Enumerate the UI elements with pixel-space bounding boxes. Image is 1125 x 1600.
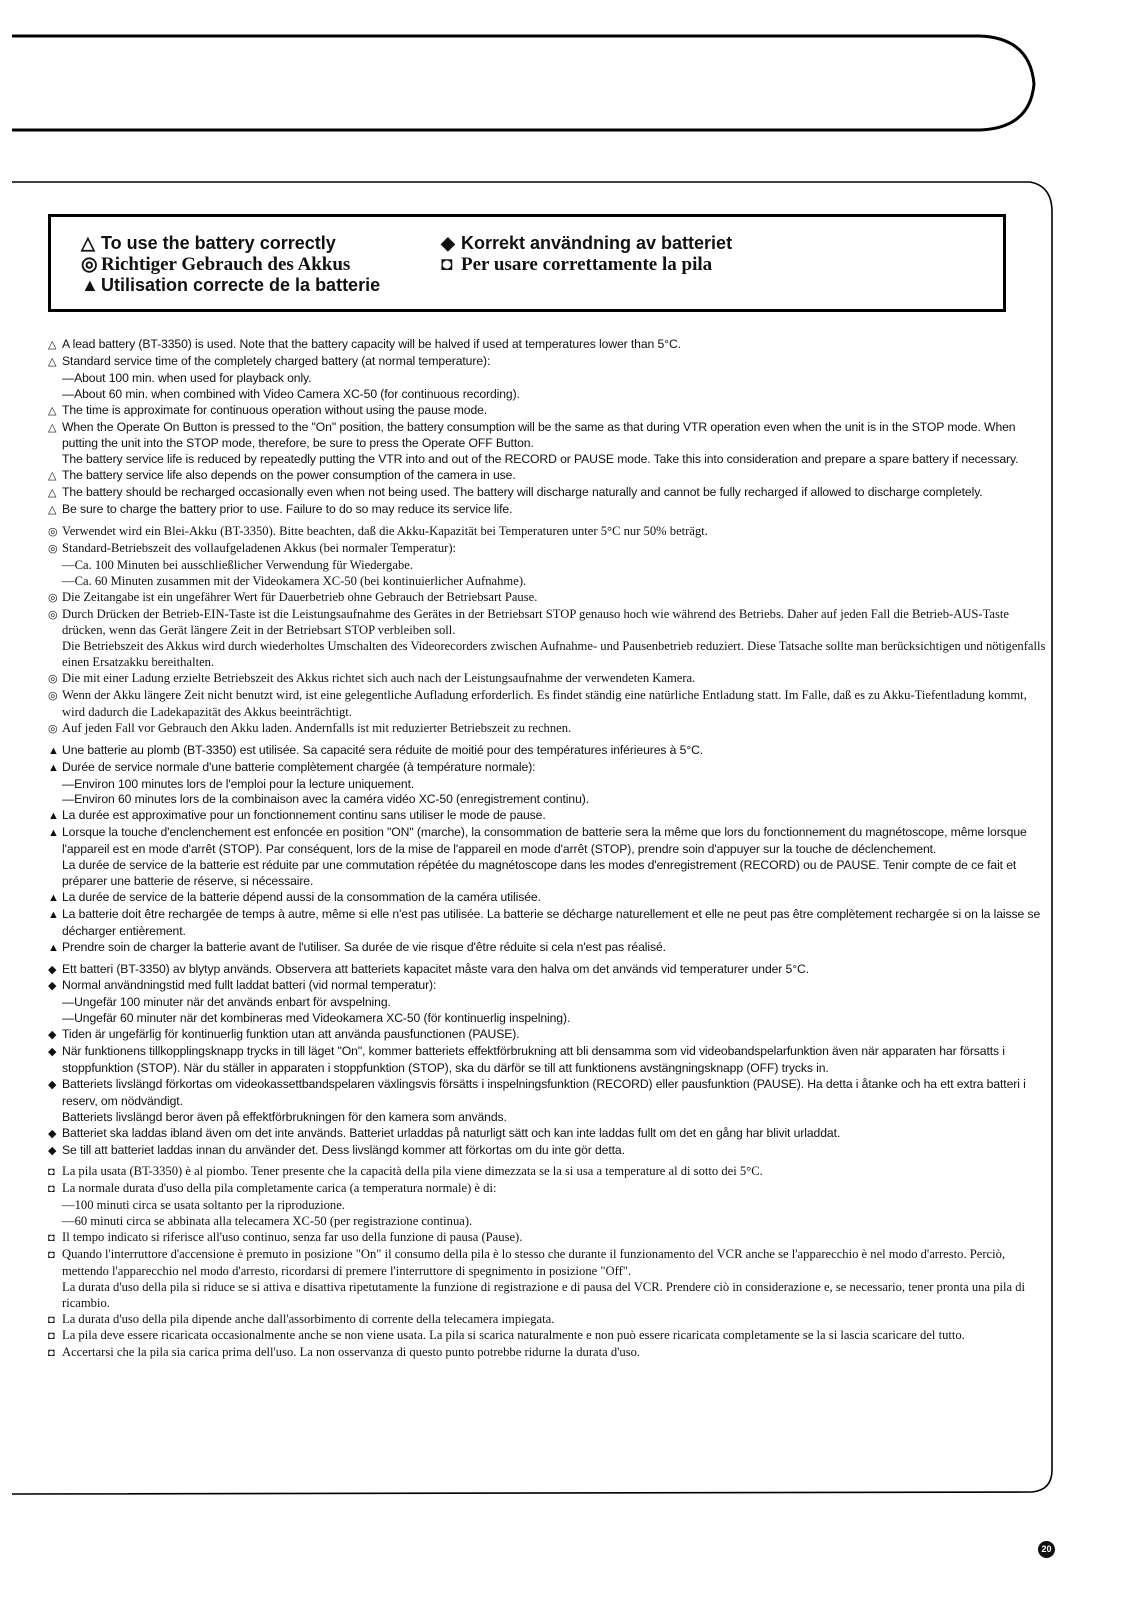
list-item [48,1027,1048,1044]
list-item [48,1328,1048,1345]
item-continuation: Die Betriebszeit des Akkus wird durch wiederholtes Umschalten des Videorecorders zwischen Aufnahme- und Pausenbetrieb reduziert. Diese Tatsache sollte man berücksichtigen und nötigenfalls einen Ersatzakku bereithalten. [62,639,1046,670]
sub-item: —60 minuti circa se abbinata alla telecamera XC-50 (per registrazione continua). [62,1214,473,1229]
sub-item: —Environ 100 minutes lors de l'emploi pour la lecture uniquement. [62,776,415,791]
bullet-icon: △ [48,339,57,351]
title-symbol-icon: ◎ [81,254,98,275]
page-number: 20 [1038,1541,1055,1558]
item-text: La durée de service de la batterie dépend aussi de la consommation de la caméra utilisée. [62,889,541,904]
bullet-icon: ◘ [48,1347,55,1360]
title-column-right [441,233,732,275]
item-text: Se till att batteriet laddas innan du använder det. Dess livslängd kommer att förkortas om du inte gör detta. [62,1142,625,1157]
section-en [48,337,1048,519]
section-it [48,1164,1048,1362]
list-item [48,907,1048,940]
item-text: Lorsque la touche d'enclenchement est enfoncée en position "ON" (marche), la consommation de batterie sera la même que lors du fonctionnement du magnétoscope, même lorsque l'appareil est en mode d'arrêt (STOP). Par conséquent, lors de la mise de l'appareil en mode d'arrêt (STOP), prendre soin d'appuyer sur la touche de déclenchement. [62,825,1027,857]
item-text: Ett batteri (BT-3350) av blytyp används. Observera att batteriets kapacitet måste vara den halva om det används vid temperaturer under 5°C. [62,961,809,976]
bullet-icon: △ [48,504,57,517]
top-banner-outline [12,36,1034,130]
title-line [81,254,380,275]
list-item [48,978,1048,995]
bullet-icon: △ [48,404,57,417]
list-item [48,1312,1048,1329]
sub-item: —Ungefär 100 minuter när det används enbart för avspelning. [62,995,391,1010]
item-text: The battery service life also depends on the power consumption of the camera in use. [62,468,516,483]
bullet-icon: ▲ [48,810,59,823]
item-continuation: La durata d'uso della pila si riduce se si attiva e disattiva ripetutamente la funzione di registrazione e di pausa del VCR. Prendere ciò in considerazione e, se necessario, tener pronta una pila di ricambio. [62,1279,1026,1310]
item-text: Standard-Betriebszeit des vollaufgeladenen Akkus (bei normaler Temperatur): [62,540,457,555]
title-line [441,233,732,254]
bullet-icon: ▲ [48,908,59,921]
item-text: The time is approximate for continuous operation without using the pause mode. [62,402,488,417]
list-item [48,502,1048,519]
bullet-icon: ◆ [48,1144,57,1157]
list-item [48,337,1048,354]
title-symbol-icon: ▲ [81,275,99,295]
sub-item: —About 100 min. when used for playback only. [62,370,312,385]
list-item [48,1126,1048,1143]
title-text: To use the battery correctly [101,233,336,253]
list-item [48,541,1048,558]
list-item [48,524,1048,541]
list-item [48,590,1048,607]
bullet-icon: △ [48,355,57,368]
bullet-icon: △ [48,487,57,500]
bullet-icon: △ [48,470,57,483]
section-de [48,524,1048,738]
list-item [48,354,1048,371]
item-text: Be sure to charge the battery prior to use. Failure to do so may reduce its service life. [62,502,513,517]
section-fr [48,743,1048,957]
item-text: Une batterie au plomb (BT-3350) est utilisée. Sa capacité sera réduite de moitié pour des températures inférieures à 5°C. [62,742,704,757]
bullet-icon: ◎ [48,591,58,604]
list-item [48,1345,1048,1362]
item-text: Prendre soin de charger la batterie avant de l'utiliser. Sa durée de vie risque d'être réduite si cela n'est pas réalisé. [62,939,666,954]
item-text: Accertarsi che la pila sia carica prima dell'uso. La non osservanza di questo punto potrebbe ridurne la durata d'uso. [62,1345,641,1360]
title-text: Per usare correttamente la pila [461,254,713,275]
title-box [48,214,1006,312]
item-text: La normale durata d'uso della pila completamente carica (a temperatura normale) è di: [62,1181,497,1196]
list-item [48,1230,1048,1247]
list-item [48,721,1048,738]
list-item [48,1044,1048,1077]
item-text: Wenn der Akku längere Zeit nicht benutzt wird, ist eine gelegentliche Aufladung erforderlich. Es findet ständig eine natürliche Entladung statt. Im Falle, daß es zu Akku-Tiefentladung kommt, wird dadurch die Ladekapazität des Akkus beeinträchtigt. [62,688,1027,719]
item-text: Die Zeitangabe ist ein ungefährer Wert für Dauerbetrieb ohne Gebrauch der Betriebsart Pause. [62,589,538,604]
bullet-icon: ◎ [48,722,58,735]
item-text: La pila usata (BT-3350) è al piombo. Tener presente che la capacità della pila viene dimezzata se la si usa a temperature al di sotto dei 5°C. [62,1164,763,1179]
sub-item: —Ca. 100 Minuten bei ausschließlicher Verwendung für Wiedergabe. [62,557,413,572]
title-symbol-icon: ◆ [441,233,455,253]
item-text: Verwendet wird ein Blei-Akku (BT-3350). Bitte beachten, daß die Akku-Kapazität bei Temperaturen unter 5°C nur 50% beträgt. [62,523,708,538]
item-continuation: La durée de service de la batterie est réduite par une commutation répétée du magnétoscope dans les modes d'enregistrement (RECORD) ou de PAUSE. Tenir compte de ce fait et préparer une batterie de réserve, si nécessaire. [62,858,1017,888]
bullet-icon: ◆ [48,1127,57,1140]
bullet-icon: ◎ [48,673,58,686]
instructions-body [48,337,1048,1367]
item-text: La pila deve essere ricaricata occasionalmente anche se non viene usata. La pila si scarica naturalmente e non può essere ricaricata completamente se la si lascia scaricare del tutto. [62,1328,965,1343]
bullet-icon: ◎ [48,608,58,621]
bullet-icon: ◆ [48,980,57,993]
sub-item: —Ca. 60 Minuten zusammen mit der Videokamera XC-50 (bei kontinuierlicher Aufnahme). [62,573,527,588]
bullet-icon: ◆ [48,1078,57,1091]
item-text: La durée est approximative pour un fonctionnement continu sans utiliser le mode de pause. [62,808,546,823]
item-text: Quando l'interruttore d'accensione è premuto in posizione "On" il consumo della pila è lo stesso che durante il funzionamento del VCR anche se l'apparecchio è nel modo d'arresto. Perciò, mettendo l'apparecchio nel modo d'arresto, ricordarsi di premere l'interruttore di spegnimento in posizione "Off". [62,1246,1006,1278]
bullet-icon: ▲ [48,891,59,904]
bullet-icon: ◘ [48,1166,55,1179]
list-item [48,760,1048,777]
item-text: La durata d'uso della pila dipende anche dall'assorbimento di corrente della telecamera impiegata. [62,1311,555,1326]
item-text: Durée de service normale d'une batterie complètement chargée (à température normale): [62,759,536,774]
list-item [48,890,1048,907]
bullet-icon: ▲ [48,941,59,954]
bullet-icon: ◘ [48,1313,55,1326]
list-item [48,825,1048,858]
list-item [48,403,1048,420]
title-line [81,233,380,254]
bullet-icon: △ [48,421,57,434]
title-line [441,254,732,275]
list-item [48,1143,1048,1160]
list-item [48,420,1048,453]
item-text: Auf jeden Fall vor Gebrauch den Akku laden. Andernfalls ist mit reduzierter Betriebszeit zu rechnen. [62,720,572,735]
item-text: Durch Drücken der Betrieb-EIN-Taste ist die Leistungsaufnahme des Gerätes in der Betriebsart STOP genauso hoch wie während des Betriebs. Daher auf jeden Fall die Betrieb-AUS-Taste drücken, wenn das Gerät längere Zeit in der Betriebsart STOP verbleiben soll. [62,606,1010,638]
bullet-icon: ◆ [48,963,57,976]
title-symbol-icon: △ [81,233,95,253]
sub-item: —100 minuti circa se usata soltanto per la riproduzione. [62,1198,345,1213]
item-text: När funktionens tillkopplingsknapp trycks in till läget "On", kommer batteriets effektförbrukning att bli densamma som vid videobandspelarfunktion även när apparaten har försatts i stoppfunktion (STOP). När du ställer in apparaten i stoppfunktion (STOP), ska du därför se till att funktionens avstängningsknapp (OFF) trycks in. [62,1044,1005,1075]
list-item [48,607,1048,640]
list-item [48,468,1048,485]
item-text: Normal användningstid med fullt laddat batteri (vid normal temperatur): [62,978,437,993]
bullet-icon: ◆ [48,1029,57,1042]
title-line [81,275,380,296]
bullet-icon: ▲ [48,761,59,774]
list-item [48,671,1048,688]
title-column-left [81,233,380,296]
item-text: When the Operate On Button is pressed to the "On" position, the battery consumption will be the same as that during VTR operation even when the unit is in the STOP mode. When putting the unit into the STOP mode, therefore, be sure to press the Operate OFF Button. [62,419,1016,451]
list-item [48,808,1048,825]
item-text: A lead battery (BT-3350) is used. Note that the battery capacity will be halved if used at temperatures lower than 5°C. [62,337,681,351]
bullet-icon: ◎ [48,690,58,703]
item-text: Il tempo indicato si riferisce all'uso continuo, senza far uso della funzione di pausa (Pause). [62,1230,523,1245]
bullet-icon: ▲ [48,744,59,757]
list-item [48,1077,1048,1110]
sub-item: —Environ 60 minutes lors de la combinaison avec la caméra vidéo XC-50 (enregistrement continu). [62,792,590,807]
item-text: Tiden är ungefärlig för kontinuerlig funktion utan att använda pausfunctionen (PAUSE). [62,1027,520,1042]
item-continuation: Batteriets livslängd beror även på effektförbrukningen för den kamera som används. [62,1109,507,1124]
item-text: Batteriet ska laddas ibland även om det inte används. Batteriet urladdas på naturligt sätt och kan inte laddas fullt om det en gång har blivit urladdat. [62,1125,841,1140]
item-continuation: The battery service life is reduced by repeatedly putting the VTR into and out of the RECORD or PAUSE mode. Take this into consideration and prepare a spare battery if necessary. [62,452,1019,467]
item-text: La batterie doit être rechargée de temps à autre, même si elle n'est pas utilisée. La batterie se décharge naturellement et elle ne peut pas être complètement rechargée si on la laisse se décharger entièrement. [62,906,1041,938]
title-text: Utilisation correcte de la batterie [101,275,381,295]
bullet-icon: ◘ [48,1183,55,1196]
item-text: Standard service time of the completely charged battery (at normal temperature): [62,353,491,368]
list-item [48,1181,1048,1198]
title-text: Richtiger Gebrauch des Akkus [101,254,351,275]
list-item [48,1164,1048,1181]
list-item [48,962,1048,979]
title-symbol-icon: ◘ [441,254,453,275]
bullet-icon: ◘ [48,1330,55,1343]
list-item [48,743,1048,760]
list-item [48,1247,1048,1280]
bullet-icon: ▲ [48,827,59,840]
bullet-icon: ◆ [48,1046,57,1059]
item-text: Die mit einer Ladung erzielte Betriebszeit des Akkus richtet sich auch nach der Leistungsaufnahme der verwendeten Kamera. [62,671,696,686]
bullet-icon: ◘ [48,1248,55,1261]
section-sv [48,962,1048,1160]
bullet-icon: ◘ [48,1232,55,1245]
bullet-icon: ◎ [48,525,58,538]
item-text: The battery should be recharged occasionally even when not being used. The battery will discharge naturally and cannot be fully recharged if allowed to discharge completely. [62,485,983,500]
sub-item: —About 60 min. when combined with Video Camera XC-50 (for continuous recording). [62,386,520,401]
list-item [48,940,1048,957]
bullet-icon: ◎ [48,542,58,555]
sub-item: —Ungefär 60 minuter när det kombineras med Videokamera XC-50 (för kontinuerlig inspelning). [62,1011,571,1026]
list-item [48,688,1048,721]
item-text: Batteriets livslängd förkortas om videokassettbandspelaren växlingsvis försätts i inspelningsfunktion (RECORD) eller pausfunktion (PAUSE). Ha detta i åtanke och ha ett extra batteri i reserv, om nödvändigt. [62,1076,1026,1108]
title-text: Korrekt användning av batteriet [461,233,733,253]
list-item [48,485,1048,502]
